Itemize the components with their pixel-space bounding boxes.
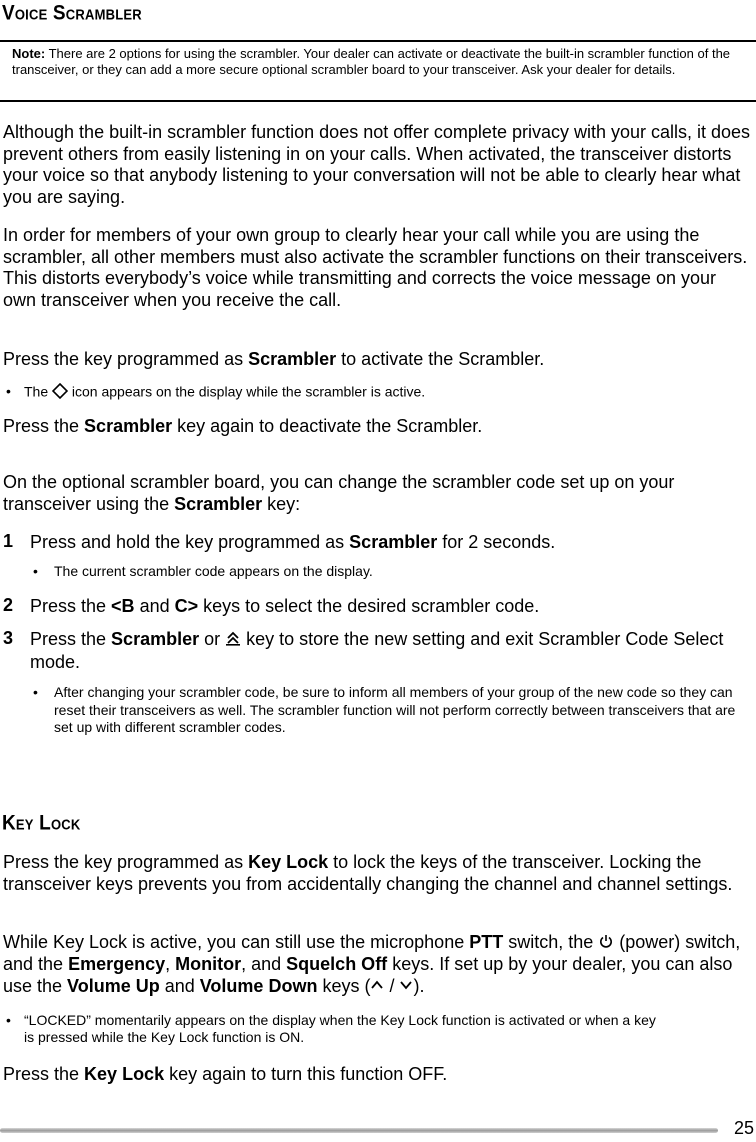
- scrambler-key-name: Scrambler: [174, 493, 263, 514]
- chevron-down-icon: [399, 976, 413, 998]
- text-run: key to store the new setting and exit Scrambler Code Select mode.: [30, 629, 724, 673]
- text-run: for 2 seconds.: [437, 532, 556, 552]
- text-run: keys to select the desired scrambler code.: [198, 596, 540, 616]
- key-lock-key-name: Key Lock: [248, 852, 329, 872]
- footer-rule: [0, 1128, 718, 1133]
- chevron-up-icon: [370, 976, 384, 998]
- scrambler-key-name: Scrambler: [248, 349, 337, 369]
- scrambler-icon-note: [24, 383, 744, 403]
- ptt-key-name: PTT: [469, 932, 504, 952]
- bullet-dot: •: [33, 684, 38, 700]
- text-run: key again to deactivate the Scrambler.: [172, 416, 483, 436]
- step-3-note: After changing your scrambler code, be sure to inform all members of your group of the new code so they can reset their transceivers as well. The scrambler function will not perform correctly between transceivers that are set up with different scrambler codes.: [54, 684, 736, 735]
- emergency-key-name: Emergency: [68, 954, 166, 974]
- scrambler-activate-paragraph: [3, 349, 753, 371]
- scrambler-group-paragraph: In order for members of your own group to clearly hear your call while you are using the scrambler, all other members must also activate the scrambler functions on their transceivers. This distorts everybody’s voice while transmitting and corrects the voice message on your own transceiver when you receive the call.: [3, 225, 748, 310]
- monitor-key-name: Monitor: [175, 954, 242, 974]
- note-text: [12, 46, 748, 78]
- text-run: to activate the Scrambler.: [336, 349, 545, 369]
- volume-up-key-name: Volume Up: [67, 975, 160, 996]
- text-run: Press the: [30, 629, 112, 649]
- page-number: 25: [733, 1118, 754, 1138]
- step-1-note: The current scrambler code appears on the display.: [54, 563, 373, 579]
- text-run: icon appears on the display while the scrambler is active.: [68, 383, 426, 400]
- text-run: and: [134, 596, 175, 616]
- note-box: [0, 40, 756, 102]
- text-run: , and: [241, 954, 287, 974]
- key-lock-locked-note: “LOCKED” momentarily appears on the display when the Key Lock function is activated or when a key is pressed while the Key Lock function is ON.: [24, 1012, 656, 1045]
- squelch-off-key-name: Squelch Off: [286, 954, 388, 974]
- power-icon: [598, 933, 614, 955]
- text-run: Press the: [3, 1064, 85, 1084]
- scrambler-key-name: Scrambler: [349, 532, 438, 552]
- bullet-dot: •: [6, 1012, 11, 1028]
- scrambler-key-name: Scrambler: [84, 416, 173, 436]
- scrambler-deactivate-paragraph: [3, 416, 753, 438]
- key-lock-intro-paragraph: [3, 852, 753, 895]
- c-key-name: C>: [174, 596, 199, 616]
- text-run: (power) switch, and the: [3, 932, 741, 974]
- key-lock-key-name: Key Lock: [84, 1064, 165, 1084]
- text-run: and: [159, 975, 200, 996]
- scrambler-code-paragraph: [3, 472, 753, 515]
- text-run: Press the key programmed as: [3, 349, 249, 369]
- key-lock-heading: Key Lock: [2, 812, 81, 836]
- scrambler-intro-paragraph: Although the built-in scrambler function does not offer complete privacy with your calls, it does prevent others from easily listening in on your calls. When activated, the transceiver distorts your voice so that anybody listening to your conversation will not be able to clearly hear what you are saying.: [3, 122, 751, 207]
- text-run: The: [24, 383, 53, 400]
- step-number: 1: [3, 531, 14, 551]
- text-run: ,: [165, 954, 176, 974]
- b-key-name: <B: [111, 596, 135, 616]
- text-run: ).: [413, 975, 425, 996]
- text-run: key again to turn this function OFF.: [164, 1064, 448, 1084]
- voice-scrambler-heading: Voice Scrambler: [2, 2, 142, 26]
- step-3-text: [30, 628, 750, 673]
- note-body: There are 2 options for using the scrambler. Your dealer can activate or deactivate the built-in scrambler function of the transceiver, or they can add a more secure optional scrambler board to your transceiver. Ask your dealer for details.: [12, 46, 731, 77]
- step-2-text: [30, 595, 750, 617]
- text-run: or: [199, 629, 226, 649]
- text-run: /: [384, 975, 400, 996]
- text-run: Press the: [3, 416, 85, 436]
- key-lock-exceptions-paragraph: [3, 932, 753, 998]
- text-run: switch, the: [503, 932, 599, 952]
- text-run: key:: [262, 493, 301, 514]
- step-number: 3: [3, 628, 14, 648]
- bullet-dot: •: [6, 383, 11, 399]
- text-run: Press the: [30, 596, 112, 616]
- text-run: keys. If set up by your dealer, you can also use the: [3, 954, 733, 996]
- volume-down-key-name: Volume Down: [199, 975, 318, 996]
- step-1-text: [30, 531, 750, 553]
- step-number: 2: [3, 595, 14, 615]
- diamond-icon: [52, 383, 68, 403]
- text-run: keys (: [317, 975, 371, 996]
- text-run: Press and hold the key programmed as: [30, 532, 350, 552]
- text-run: to lock the keys of the transceiver. Locking the transceiver keys prevents you from accidentally changing the channel and channel settings.: [3, 852, 733, 894]
- key-lock-off-paragraph: [3, 1064, 753, 1086]
- text-run: While Key Lock is active, you can still use the microphone: [3, 932, 470, 952]
- bullet-dot: •: [33, 563, 38, 579]
- text-run: Press the key programmed as: [3, 852, 249, 872]
- scrambler-key-name: Scrambler: [111, 629, 200, 649]
- text-run: On the optional scrambler board, you can change the scrambler code set up on your transceiver using the: [3, 472, 675, 514]
- note-label: Note:: [12, 46, 46, 61]
- double-up-arrow-icon: [225, 629, 241, 651]
